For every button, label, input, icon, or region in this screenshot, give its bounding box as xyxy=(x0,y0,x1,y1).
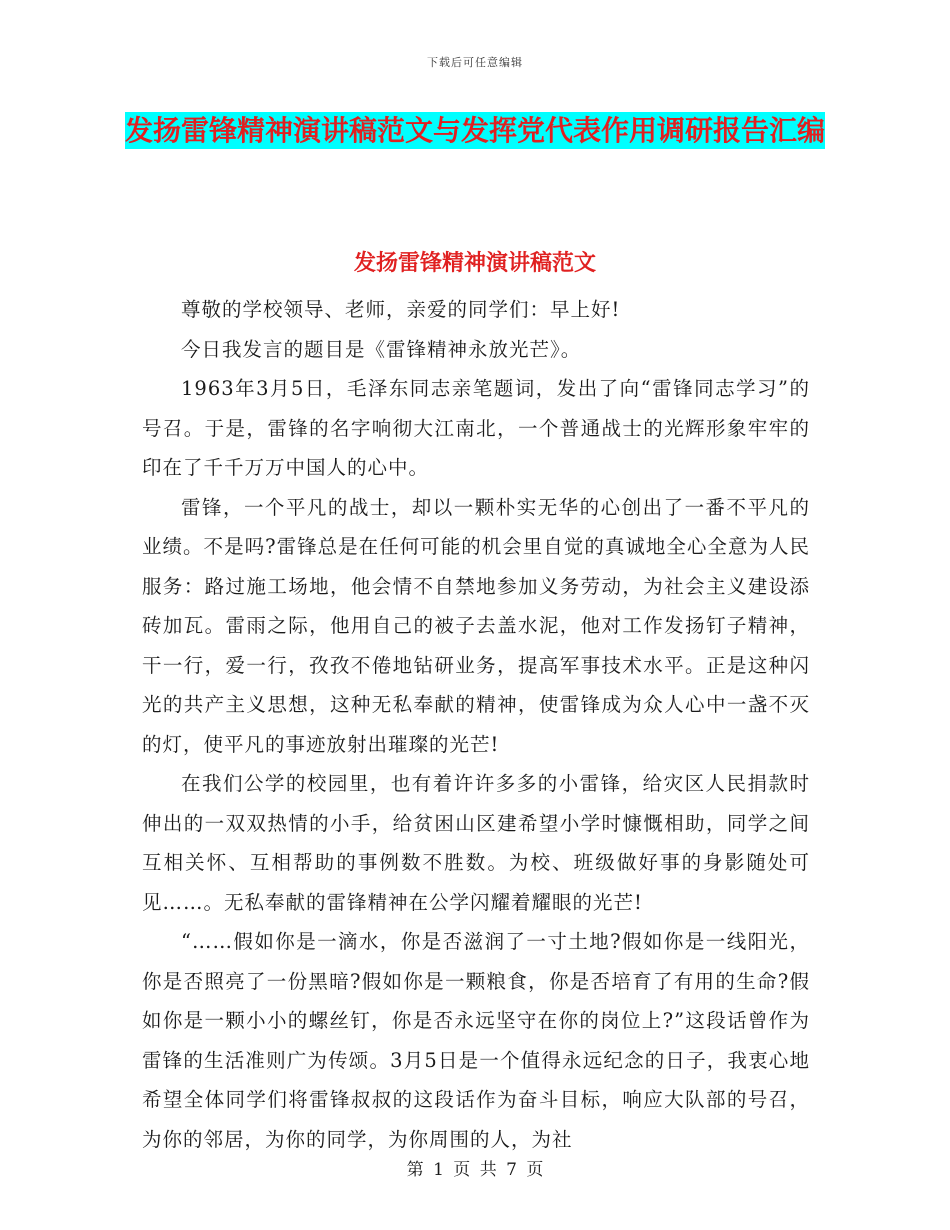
section-title: 发扬雷锋精神演讲稿范文 xyxy=(353,251,596,276)
paragraph: 1963年3月5日，毛泽东同志亲笔题词，发出了向“雷锋同志学习”的号召。于是，雷锋的名字响彻大江南北，一个普通战士的光辉形象牢牢的印在了千千万万中国人的心中。 xyxy=(142,377,810,479)
paragraph: 尊敬的学校领导、老师，亲爱的同学们：早上好! xyxy=(181,298,621,321)
paragraph: 在我们公学的校园里，也有着许许多多的小雷锋，给灾区人民捐款时伸出的一双双热情的小手，给贫困山区建希望小学时慷慨相助，同学之间互相关怀、互相帮助的事例数不胜数。为校、班级做好事的身影随处可见……。无私奉献的雷锋精神在公学闪耀着耀眼的光芒! xyxy=(142,772,810,914)
paragraph: “……假如你是一滴水，你是否滋润了一寸土地?假如你是一线阳光，你是否照亮了一份黑暗?假如你是一颗粮食，你是否培育了有用的生命?假如你是一颗小小的螺丝钉，你是否永远坚守在你的岗位上?”这段话曾作为雷锋的生活准则广为传颂。3月5日是一个值得永远纪念的日子，我衷心地希望全体同学们将雷锋叔叔的这段话作为奋斗目标，响应大队部的号召，为你的邻居，为你的同学，为你周围的人，为社 xyxy=(142,930,810,1151)
document-body xyxy=(142,290,810,1159)
page-header-note: 下载后可任意编辑 xyxy=(427,56,523,69)
document-title-text: 发扬雷锋精神演讲稿范文与发挥党代表作用调研报告汇编 xyxy=(124,114,825,147)
page-number: 第 1 页 共 7 页 xyxy=(406,1160,544,1180)
paragraph: 今日我发言的题目是《雷锋精神永放光芒》。 xyxy=(181,337,582,361)
paragraph: 雷锋，一个平凡的战士，却以一颗朴实无华的心创出了一番不平凡的业绩。不是吗?雷锋总是在任何可能的机会里自觉的真诚地全心全意为人民服务：路过施工场地，他会情不自禁地参加义务劳动，为社会主义建设添砖加瓦。雷雨之际，他用自己的被子去盖水泥，他对工作发扬钉子精神，干一行，爱一行，孜孜不倦地钻研业务，提高军事技术水平。正是这种闪光的共产主义思想，这种无私奉献的精神，使雷锋成为众人心中一盏不灭的灯，使平凡的事迹放射出璀璨的光芒! xyxy=(142,495,810,756)
document-title xyxy=(120,108,830,154)
